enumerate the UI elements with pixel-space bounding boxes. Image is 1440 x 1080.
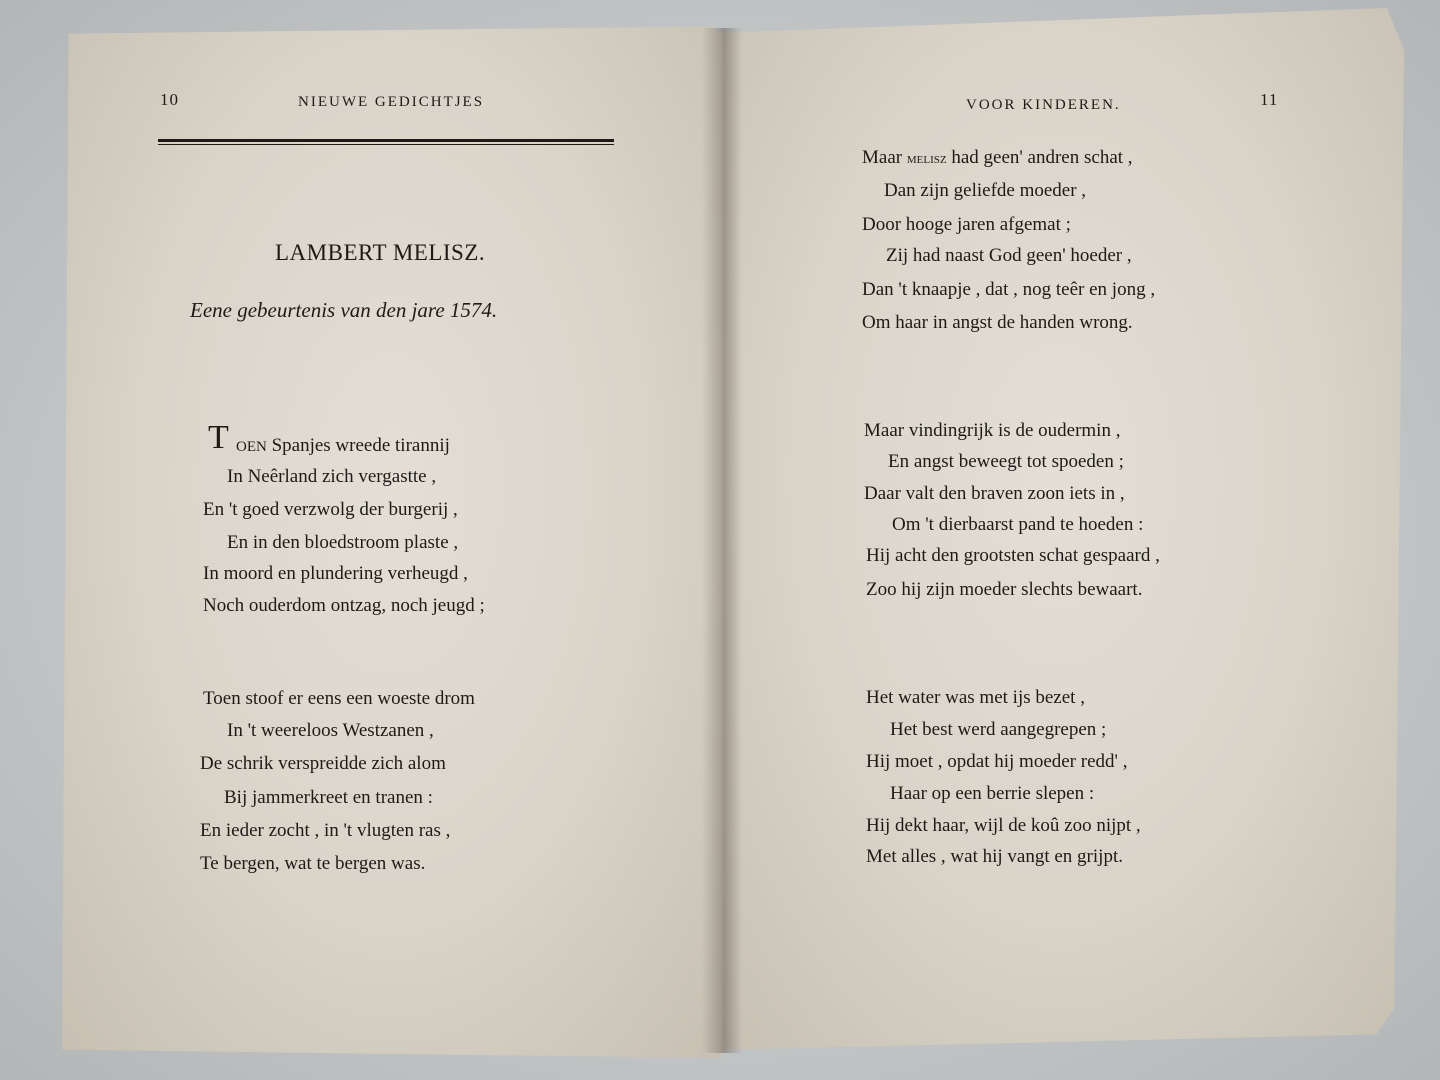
name-smallcaps: melisz xyxy=(906,150,947,167)
verse-line: Haar op een berrie slepen : xyxy=(890,783,1095,804)
verse-line: In 't weereloos Westzanen , xyxy=(227,720,434,741)
right-running-head: VOOR KINDEREN. xyxy=(966,97,1121,113)
left-page-number: 10 xyxy=(160,90,179,109)
poem-title: LAMBERT MELISZ. xyxy=(275,240,486,265)
first-word-smallcaps: OEN xyxy=(236,439,267,455)
verse-line: Door hooge jaren afgemat ; xyxy=(862,214,1071,235)
verse-line: Met alles , wat hij vangt en grijpt. xyxy=(866,846,1123,867)
verse-line: Toen stoof er eens een woeste drom xyxy=(203,688,475,709)
verse-line: Dan 't knaapje , dat , nog teêr en jong , xyxy=(862,279,1156,300)
verse-line: Te bergen, wat te bergen was. xyxy=(200,853,426,874)
left-running-head: NIEUWE GEDICHTJES xyxy=(298,94,485,110)
verse-line xyxy=(236,436,450,455)
verse-line: Noch ouderdom ontzag, noch jeugd ; xyxy=(203,595,485,616)
verse-line: Daar valt den braven zoon iets in , xyxy=(864,483,1125,504)
book-gutter xyxy=(702,28,742,1053)
verse-line: Hij dekt haar, wijl de koû zoo nijpt , xyxy=(866,815,1141,836)
verse-line: Zoo hij zijn moeder slechts bewaart. xyxy=(866,579,1143,600)
verse-line: Maar vindingrijk is de oudermin , xyxy=(864,420,1121,441)
verse-line: Bij jammerkreet en tranen : xyxy=(224,787,433,808)
show-through-text xyxy=(235,340,240,362)
verse-line: De schrik verspreidde zich alom xyxy=(200,753,446,774)
verse-line: In Neêrland zich vergastte , xyxy=(227,466,437,487)
verse-line: En angst beweegt tot spoeden ; xyxy=(888,451,1124,472)
verse-word: had geen' andren schat , xyxy=(946,147,1133,168)
verse-line xyxy=(862,148,1133,167)
verse-line: Het water was met ijs bezet , xyxy=(866,687,1085,708)
verse-line: Zij had naast God geen' hoeder , xyxy=(886,245,1132,266)
verse-line: En 't goed verzwolg der burgerij , xyxy=(203,499,458,520)
verse-line: Dan zijn geliefde moeder , xyxy=(884,180,1087,201)
verse-line: En ieder zocht , in 't vlugten ras , xyxy=(200,820,451,841)
verse-line: Hij acht den grootsten schat gespaard , xyxy=(866,545,1160,566)
verse-line: Om 't dierbaarst pand te hoeden : xyxy=(892,514,1144,535)
poem-subtitle: Eene gebeurtenis van den jare 1574. xyxy=(190,298,498,322)
verse-line: In moord en plundering verheugd , xyxy=(203,563,468,584)
verse-line: En in den bloedstroom plaste , xyxy=(227,532,459,553)
right-page-number: 11 xyxy=(1260,90,1279,109)
header-rule xyxy=(158,139,614,145)
verse-line: Het best werd aangegrepen ; xyxy=(890,719,1107,740)
drop-cap: T xyxy=(208,419,229,456)
verse-line: Om haar in angst de handen wrong. xyxy=(862,312,1133,333)
verse-line: Hij moet , opdat hij moeder redd' , xyxy=(866,751,1128,772)
verse-line-rest: Spanjes wreede tirannij xyxy=(271,435,450,456)
verse-word: Maar xyxy=(862,147,907,168)
